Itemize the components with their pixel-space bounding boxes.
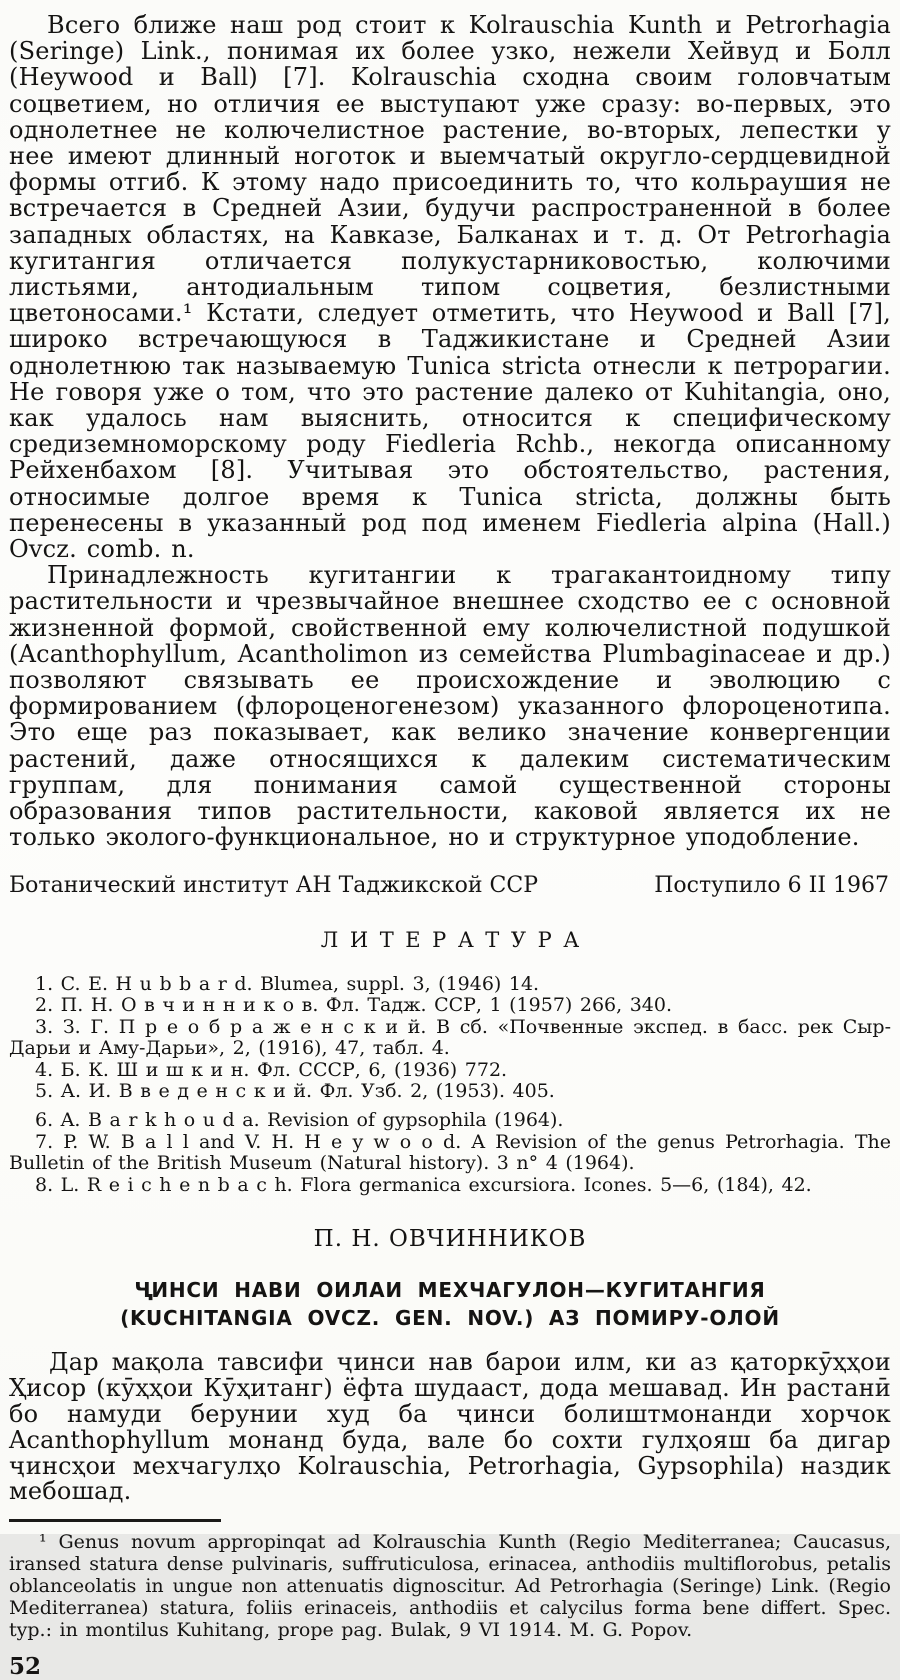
reference-list	[9, 974, 891, 1197]
article-title-line-1: ҶИНСИ НАВИ ОИЛАИ МЕХЧАГУЛОН—КУГИТАНГИЯ	[134, 1278, 766, 1303]
next-article-title	[9, 1276, 891, 1332]
footnote-text: ¹ Genus novum appropinqat ad Kolrauschia Kunth (Regio Mediterranea; Caucasus, iransed statura dense pulvinaris, suffruticulosa, erinacea, anthodiis multiflorobus, petalis oblanceolatis in ungue non attenuatis dignoscitur. Ad Petrorhagia (Seringe) Link. (Regio Mediterranea) statura, foliis erinaceis, anthodiis et calycilus forma bene differt. Spec. typ.: in montilus Kuhitang, prope pag. Bulak, 9 VI 1914. M. G. Popov.	[9, 1531, 891, 1642]
reference-item: 6. A. B a r k h o u d a. Revision of gypsophila (1964).	[35, 1109, 564, 1132]
reference-item: 4. Б. К. Ш и ш к и н. Фл. СССР, 6, (1936) 772.	[35, 1058, 508, 1081]
reference-item: 8. L. R e i c h e n b a c h. Flora germanica excursiora. Icones. 5—6, (184), 42.	[35, 1173, 812, 1196]
footnote-rule	[9, 1519, 221, 1522]
reference-item: 1. C. E. H u b b a r d. Blumea, suppl. 3, (1946) 14.	[35, 972, 540, 995]
tajik-abstract: Дар мақола тавсифи ҷинси нав барои илм, ки аз қаторкӯҳҳои Ҳисор (кӯҳҳои Кӯҳитанг) ёфта шудааст, дода мешавад. Ин растанӣ бо намуди берунии худ ба ҷинси болиштмонанди хорчок Acanthophyllum монанд буда, вале бо сохти гулҳояш ба дигар ҷинсҳои мехчагулҳо Kolrauschia, Petrorhagia, Gypsophila) наздик мебошад.	[9, 1348, 891, 1506]
reference-item: 5. А. И. В в е д е н с к и й. Фл. Узб. 2, (1953). 405.	[35, 1080, 555, 1103]
institute-name: Ботанический институт АН Таджикской ССР	[9, 872, 539, 898]
reference-item: 7. P. W. B a l l and V. H. H e y w o o d. A Revision of the genus Petrorhagia. The Bulletin of the British Museum (Natural history). 3 n° 4 (1964).	[9, 1130, 891, 1175]
article-title-line-2: (KUCHITANGIA OVCZ. GEN. NOV.) АЗ ПОМИРУ-ОЛОЙ	[120, 1306, 780, 1331]
article-paragraph-2: Принадлежность кугитангии к трагакантоидному типу растительности и чрезвычайное внешнее сходство ее с основной жизненной формой, свойственной ему колючелистной подушкой (Acanthophyllum, Acantholimon из семейства Plumbaginaceae и др.) позволяют связывать ее происхождение и эволюцию с формированием (флороценогенезом) указанного флороценотипа. Это еще раз показывает, как велико значение конвергенции растений, даже относящихся к далеким систематическим группам, для понимания самой существенной стороны образования типов растительности, каковой является их не только эколого-функциональное, но и структурное уподобление.	[9, 561, 891, 852]
received-date: Поступило 6 II 1967	[654, 872, 889, 898]
byline-row	[9, 873, 891, 898]
next-article-author: П. Н. ОВЧИННИКОВ	[313, 1226, 587, 1253]
literature-heading: ЛИТЕРАТУРА	[320, 927, 591, 952]
page-number: 52	[9, 1653, 42, 1680]
reference-item: 2. П. Н. О в ч и н н и к о в. Фл. Тадж. ССР, 1 (1957) 266, 340.	[35, 994, 673, 1017]
article-paragraph-1: Всего ближе наш род стоит к Kolrauschia Kunth и Petrorhagia (Seringe) Link., понимая их более узко, нежели Хейвуд и Болл (Heywood и Ball) [7]. Kolrauschia сходна своим головчатым соцветием, но отличия ее выступают уже сразу: во-первых, это однолетнее не колючелистное растение, во-вторых, лепестки у нее имеют длинный ноготок и выемчатый округло-сердцевидной формы отгиб. К этому надо присоединить то, что кольраушия не встречается в Средней Азии, будучи распространенной в более западных областях, на Кавказе, Балканах и т. д. От Petrorhagia кугитангия отличается полукустарниковостью, колючими листьями, антодиальным типом соцветия, безлистными цветоносами.¹ Кстати, следует отметить, что Heywood и Ball [7], широко встречающуюся в Таджикистане и Средней Азии однолетнюю так называемую Tunica stricta отнесли к петрорагии. Не говоря уже о том, что это растение далеко от Kuhitangia, оно, как удалось нам выяснить, относится к специфическому средиземноморскому роду Fiedleria Rchb., некогда описанному Рейхенбахом [8]. Учитывая это обстоятельство, растения, относимые долгое время к Tunica stricta, должны быть перенесены в указанный род под именем Fiedleria alpina (Hall.) Ovcz. comb. n.	[9, 11, 891, 564]
reference-item: 3. З. Г. П р е о б р а ж е н с к и й. В сб. «Почвенные экспед. в басс. рек Сыр-Дарьи и Аму-Дарьи», 2, (1916), 47, табл. 4.	[9, 1015, 891, 1060]
